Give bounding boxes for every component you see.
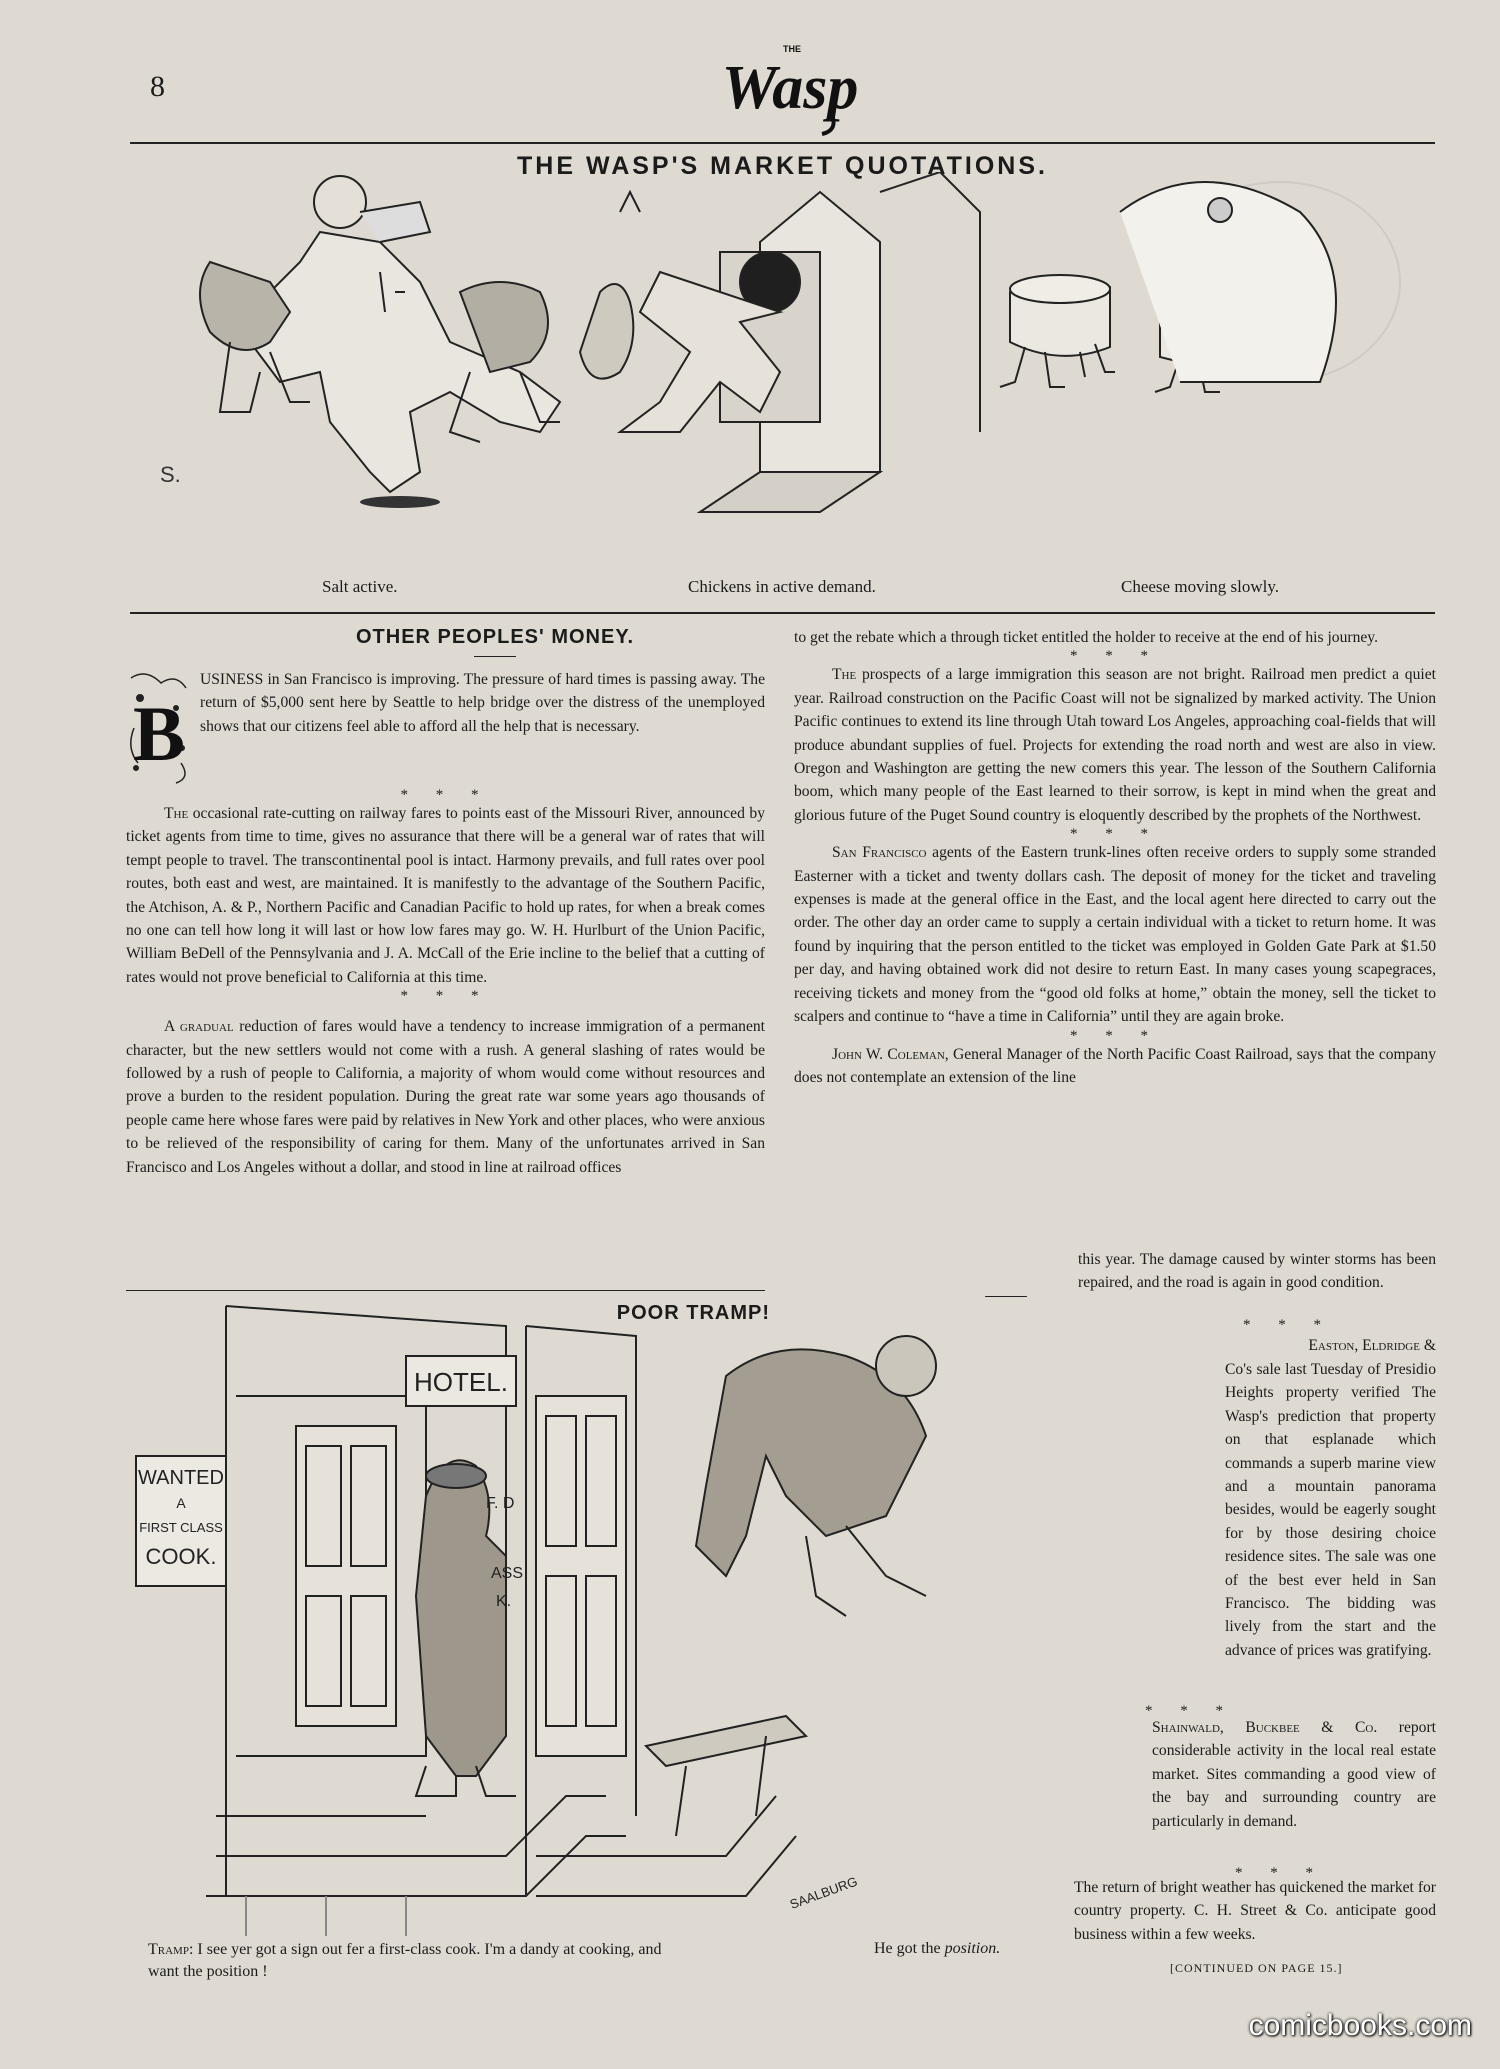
masthead-logo [700,30,880,140]
stars-divider: * * * [400,988,491,1005]
tramp-illustration [126,1296,1126,1936]
door-fragment-1: F. D [486,1495,515,1512]
caption-salt: Salt active. [322,577,398,596]
masthead-the: THE [783,44,801,54]
artist-mark: S. [160,462,181,487]
dropcap-b [126,668,192,788]
right-para-4-cont: this year. The damage caused by winter storms has been repaired, and the road is again in good condition. [1078,1251,1436,1292]
section-rule [130,612,1435,614]
caption-chickens: Chickens in active demand. [688,577,876,596]
sign-line-2: A [176,1495,186,1511]
cheese-figures [1000,182,1336,392]
stars-divider: * * * [1070,648,1160,665]
right-para-6: Shainwald, Buckbee & Co. report considerable activity in the local real estate market. Sites commanding a good view of the bay and surrounding country are particularly in demand. [1152,1719,1436,1830]
stars-divider: * * * [1235,1865,1325,1881]
sign-line-3: FIRST CLASS [139,1520,223,1535]
svg-text:B: B [132,690,186,777]
header-rule [130,142,1435,144]
sign-line-1: WANTED [138,1467,224,1489]
left-para-2: The occasional rate-cutting on railway fares to points east of the Missouri River, announced by ticket agents from time to time, gives no assurance that there will be a general war of rates that will tempt people to travel. The transcontinental pool is intact. Harmony prevails, and full rates over pool routes, both east and west, are maintained. It is manifestly to the advantage of the Southern Pacific, the Atchison, A. & P., Northern Pacific and Canadian Pacific to hold up rates, for when a break comes no one can tell how long it will last or how low fares may go. W. H. Hurlburt of the Union Pacific, William BeDell of the Pennsylvania and J. A. McCall of the Erie incline to the belief that a cutting of rates would not prove beneficial to California at this time. [126,805,765,986]
right-para-2: The prospects of a large immigration this season are not bright. Railroad men predict a quiet year. Railroad construction on the Pacific Coast will not be signalized by marked activity. The Union Pacific continues to extend its line through Utah toward Los Angeles, approaching coal-fields that will produce abundant supplies of fuel. Projects for extending the road north and west are also in view. Oregon and Washington are getting the new comers this year. The lesson of the Southern California boom, which many people of the East learned to their sorrow, is kept in mind when the great and glorious future of the Puget Sound country is eloquently described by the prophets of the Northwest. [794,666,1436,824]
hotel-sign: HOTEL. [414,1367,508,1397]
site-watermark: comicbooks.com [1248,2009,1472,2042]
page-number: 8 [150,70,165,103]
stars-divider: * * * [1070,826,1160,843]
left-para-3: A gradual reduction of fares would have a tendency to increase immigration of a permanent character, but the new settlers would not come with a rush. A general slashing of rates would be followed by a rush of people to California, a majority of whom would come without resources and prove a burden to the resident population. During the great rate war some years ago thousands of people came here whose fares were paid by relatives in New York and other places, who were anxious to be relieved of the responsibility of caring for them. Many of the unfortunates arrived in San Francisco and Los Angeles without a dollar, and stood in line at railroad offices [126,1018,766,1176]
market-illustration [120,172,1410,567]
stars-divider: * * * [1145,1703,1235,1719]
tramp-caption-left: Tramp: I see yer got a sign out fer a first-class cook. I'm a dandy at cooking, and want the position ! [148,1941,662,1980]
left-column [126,668,765,1179]
door-fragment-2: ASS [491,1565,524,1582]
right-column-wrap-2 [1225,1358,1436,1662]
door-fragment-3: K. [496,1593,512,1610]
right-column-wrap-3 [1152,1716,1436,1833]
stars-divider: * * * [1243,1317,1333,1333]
right-para-3: San Francisco agents of the Eastern trunk-lines often receive orders to supply some stranded Easterner with a ticket and twenty dollars cash. The deposit of money for the ticket and traveling expenses is made at the general office in the East, and the local agent here directed to carry out the order. The other day an order came to supply a certain individual with a ticket to return home. It was found by inquiring that the person entitled to the ticket was employed in Golden Gate Park at $1.50 per day, and having obtained work did not desire to return East. In many cases young scapegraces, receiving tickets and money from the “good old folks at home,” obtain the money, sell the ticket to scalpers and continue to “have a time in California” until they are again broke. [794,844,1436,1026]
article-title: OTHER PEOPLES' MONEY. [355,626,635,648]
right-para-4: John W. Coleman, General Manager of the North Pacific Coast Railroad, says that the company does not contemplate an extension of the line [794,1045,1436,1086]
tramp-caption-right: He got the position. [874,1940,1001,1957]
right-para-5-lead: Easton, Eldridge & [1308,1337,1436,1354]
stars-divider: * * * [400,787,491,803]
right-column-top [794,626,1436,1089]
right-column-wrap-1 [1078,1248,1436,1295]
market-title: THE WASP'S MARKET QUOTATIONS. [517,152,1048,180]
salt-sailor-figure [200,176,560,508]
left-para-1: USINESS in San Francisco is improving. The pressure of hard times is passing away. The return of $5,000 sent here by Seattle to help bridge over the distress of the unemployed shows that our citizens feel able to afford all the help that is necessary. [200,671,765,735]
title-rule [474,656,516,657]
masthead-name: Wasp [721,54,859,122]
right-para-5: Co's sale last Tuesday of Presidio Heights property verified The Wasp's prediction that property on that esplanade which commands a superb marine view and a mountain panorama besides, would be eagerly sought for by those desiring choice residence sites. The sale was one of the best ever held in San Francisco. The bidding was lively from the start and the advance of prices was gratifying. [1225,1361,1436,1659]
stars-divider: * * * [1070,1027,1160,1044]
right-column-wrap-4 [1074,1876,1436,1946]
tramp-title: POOR TRAMP! [616,1302,770,1324]
caption-cheese: Cheese moving slowly. [1121,577,1280,596]
artist-signature: SAALBURG [787,1873,860,1912]
right-para-1: to get the rebate which a through ticket entitled the holder to receive at the end of his journey. [794,629,1378,646]
sign-line-4: COOK. [145,1544,217,1569]
tramp-rule [126,1290,765,1291]
right-para-7: The return of bright weather has quickened the market for country property. C. H. Street & Co. anticipate good business within a few weeks. [1074,1879,1436,1943]
continued-note: [CONTINUED ON PAGE 15.] [1170,1961,1343,1975]
chicken-house-figure [580,172,980,512]
